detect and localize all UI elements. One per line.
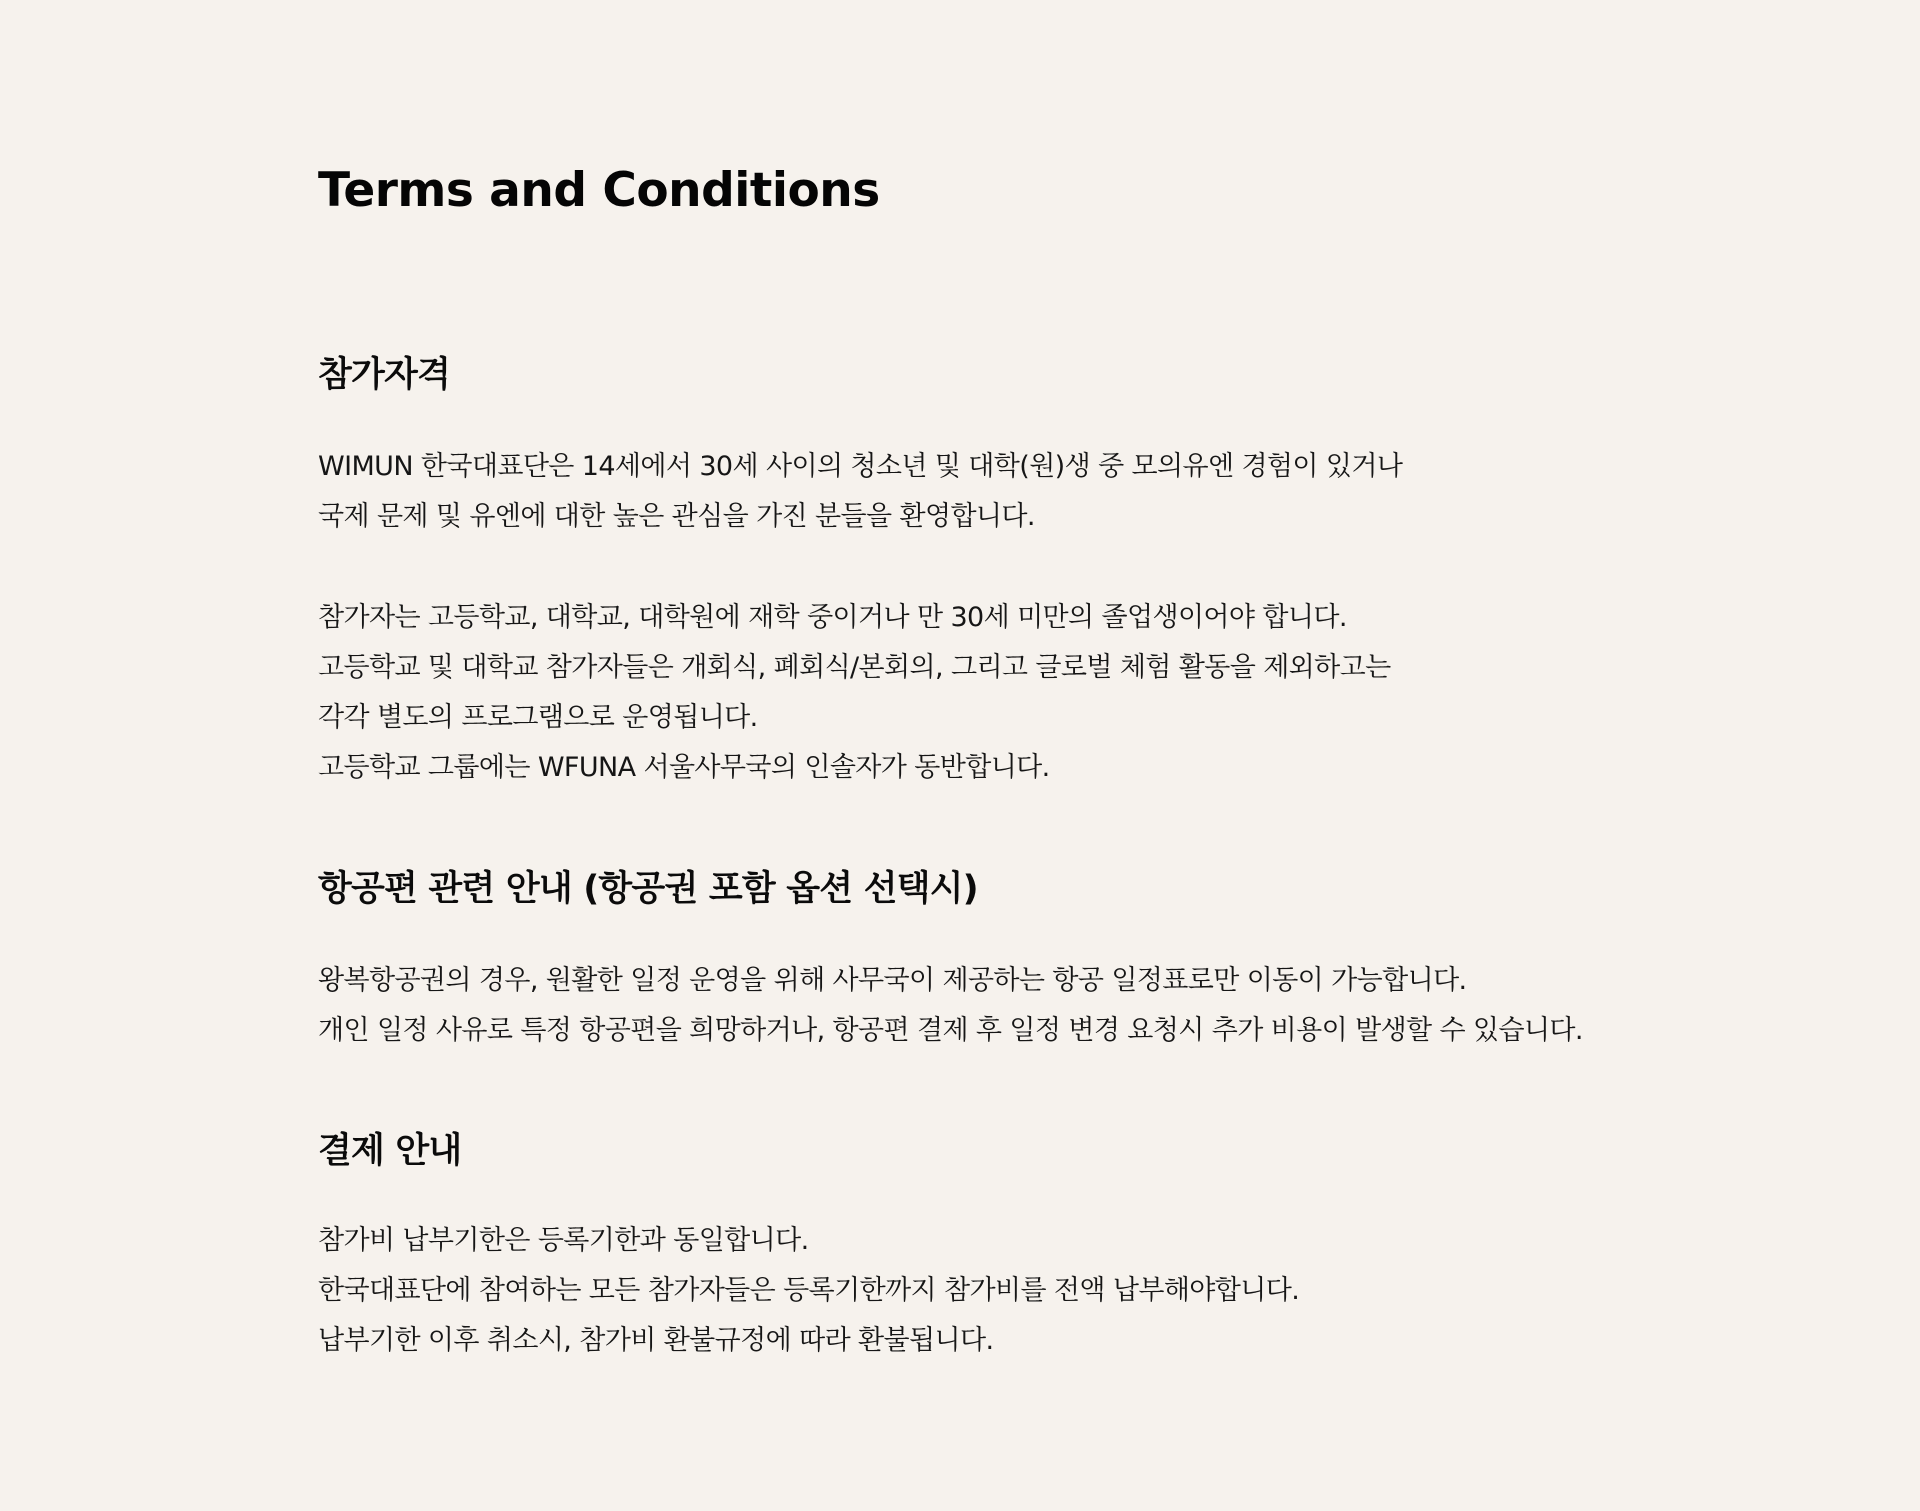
terms-content (318, 160, 1718, 1366)
text-line: 고등학교 그룹에는 WFUNA 서울사무국의 인솔자가 동반합니다. (318, 752, 1050, 783)
text-line: 각각 별도의 프로그램으로 운영됩니다. (318, 702, 758, 733)
flights-paragraph (318, 956, 1718, 1056)
section-heading-eligibility: 참가자격 (318, 355, 451, 395)
text-line: 한국대표단에 참여하는 모든 참가자들은 등록기한까지 참가비를 전액 납부해야합니다. (318, 1275, 1300, 1306)
section-heading-payment: 결제 안내 (318, 1131, 462, 1171)
text-line: 참가비 납부기한은 등록기한과 동일합니다. (318, 1225, 809, 1256)
text-line: 고등학교 및 대학교 참가자들은 개회식, 폐회식/본회의, 그리고 글로벌 체험 활동을 제외하고는 (318, 652, 1391, 683)
text-line: 참가자는 고등학교, 대학교, 대학원에 재학 중이거나 만 30세 미만의 졸업생이어야 합니다. (318, 602, 1347, 633)
section-flights (318, 866, 1718, 1056)
payment-paragraph (318, 1216, 1718, 1366)
text-line: 국제 문제 및 유엔에 대한 높은 관심을 가진 분들을 환영합니다. (318, 501, 1035, 532)
text-line: WIMUN 한국대표단은 14세에서 30세 사이의 청소년 및 대학(원)생 중 모의유엔 경험이 있거나 (318, 451, 1403, 482)
page-title: Terms and Conditions (318, 163, 880, 218)
text-line: 왕복항공권의 경우, 원활한 일정 운영을 위해 사무국이 제공하는 항공 일정표로만 이동이 가능합니다. (318, 965, 1467, 996)
section-payment (318, 1128, 1718, 1366)
text-line: 개인 일정 사유로 특정 항공편을 희망하거나, 항공편 결제 후 일정 변경 요청시 추가 비용이 발생할 수 있습니다. (318, 1015, 1583, 1046)
text-line: 납부기한 이후 취소시, 참가비 환불규정에 따라 환불됩니다. (318, 1325, 994, 1356)
section-heading-flights: 항공편 관련 안내 (항공권 포함 옵션 선택시) (318, 869, 978, 909)
eligibility-paragraph-1 (318, 442, 1718, 542)
eligibility-paragraph-2 (318, 593, 1718, 793)
section-eligibility (318, 352, 1718, 793)
